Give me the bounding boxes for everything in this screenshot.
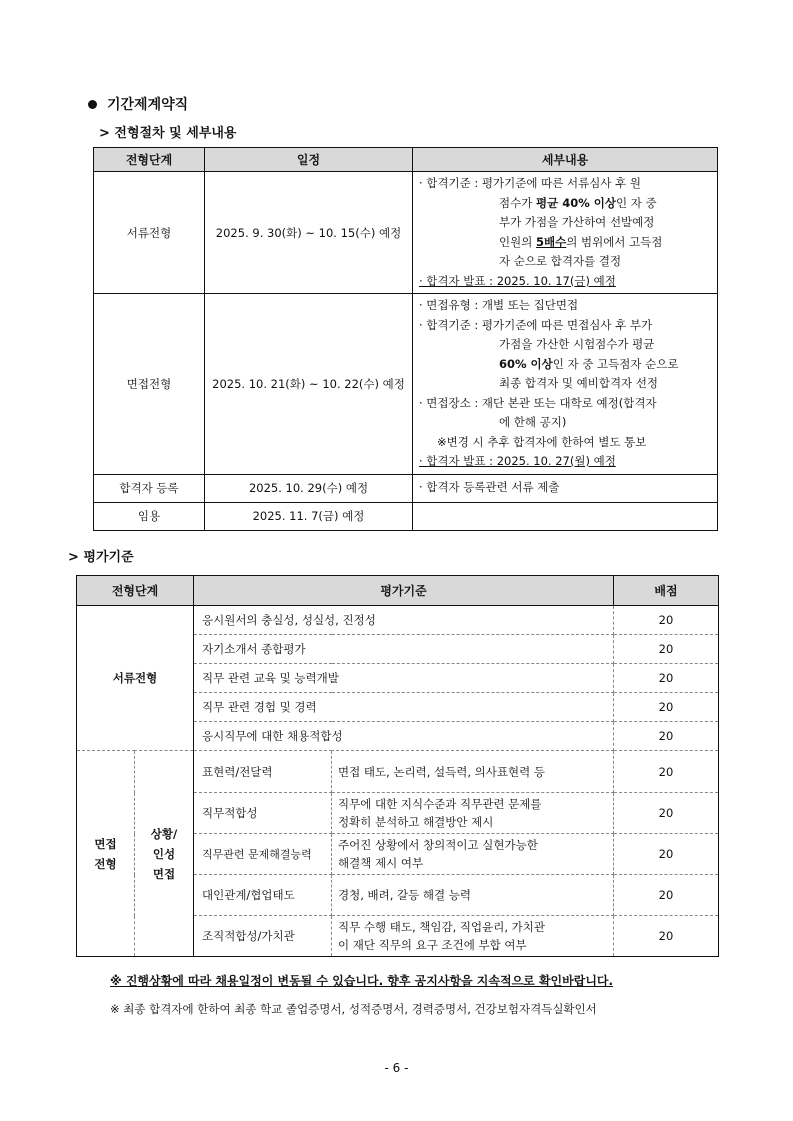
subsection-procedure-title: > 전형절차 및 세부내용 <box>99 126 237 141</box>
section-title-text: 기간제계약직 <box>107 97 189 113</box>
table-row <box>94 172 718 294</box>
table-row <box>94 474 718 502</box>
criterion-cell: 직무 관련 경험 및 경력 <box>194 693 614 722</box>
detail-line <box>419 194 711 214</box>
detail-line: · 합격자 발표 : 2025. 10. 17(금) 예정 <box>419 273 616 288</box>
detail-bold-text: 60% 이상 <box>499 356 553 371</box>
desc-line: 직무에 대한 지식수준과 직무관련 문제를 <box>338 797 542 811</box>
desc-line: 직무 수행 태도, 책임감, 직업윤리, 가치관 <box>338 920 545 934</box>
criterion-desc-cell <box>332 751 614 793</box>
schedule-cell: 2025. 9. 30(화) ~ 10. 15(수) 예정 <box>205 172 413 294</box>
criterion-cell: 응시원서의 충실성, 성실성, 진정성 <box>194 606 614 635</box>
detail-text: 점수가 <box>499 195 536 210</box>
details-cell: · 합격자 등록관련 서류 제출 <box>413 474 718 502</box>
criterion-cell: 조직적합성/가치관 <box>194 916 332 957</box>
details-cell <box>413 502 718 530</box>
score-cell: 20 <box>614 722 719 751</box>
header-stage: 전형단계 <box>94 148 205 172</box>
detail-text: 의 범위에서 고득점 <box>566 234 663 249</box>
detail-line: · 합격자 발표 : 2025. 10. 27(월) 예정 <box>419 454 616 468</box>
detail-line: · 면접유형 : 개별 또는 집단면접 <box>419 298 579 312</box>
table-header-row <box>77 576 719 606</box>
detail-line <box>419 233 711 253</box>
score-cell: 20 <box>614 916 719 957</box>
section-title <box>88 94 188 114</box>
stage-cell: 서류전형 <box>94 172 205 294</box>
table-row <box>77 751 719 793</box>
detail-line: · 합격기준 : 평가기준에 따른 면접심사 후 부가 <box>419 317 653 332</box>
desc-line: 해결책 제시 여부 <box>338 856 424 870</box>
table-header-row <box>94 148 718 172</box>
detail-line <box>419 355 711 375</box>
detail-line: ※변경 시 추후 합격자에 한하여 별도 통보 <box>437 434 647 449</box>
bullet-dot-icon <box>88 100 97 109</box>
interview-type-text: 인성 <box>152 846 176 861</box>
score-cell: 20 <box>614 875 719 916</box>
desc-line: 경청, 배려, 갈등 해결 능력 <box>338 888 472 902</box>
interview-type-text: 상황/ <box>150 826 178 841</box>
stage-document-cell: 서류전형 <box>77 606 194 751</box>
header-schedule: 일정 <box>205 148 413 172</box>
criterion-desc-cell <box>332 916 614 957</box>
criteria-table <box>76 575 719 957</box>
detail-bold-text: 평균 40% 이상 <box>535 195 616 210</box>
score-cell: 20 <box>614 751 719 793</box>
table-row <box>94 502 718 530</box>
page-number: - 6 - <box>384 1061 409 1075</box>
schedule-cell: 2025. 10. 29(수) 예정 <box>205 474 413 502</box>
criterion-desc-cell <box>332 793 614 834</box>
table-row <box>77 606 719 635</box>
interview-type-text: 면접 <box>152 866 176 881</box>
detail-line: 최종 합격자 및 예비합격자 선정 <box>499 376 659 390</box>
criterion-cell: 직무 관련 교육 및 능력개발 <box>194 664 614 693</box>
score-cell: 20 <box>614 606 719 635</box>
detail-text: 인 자 중 고득점자 순으로 <box>552 356 679 371</box>
score-cell: 20 <box>614 834 719 875</box>
interview-type-cell <box>135 751 194 957</box>
detail-line: 부가 가점을 가산하여 선발예정 <box>499 215 655 229</box>
criterion-desc-cell <box>332 875 614 916</box>
schedule-cell: 2025. 10. 21(화) ~ 10. 22(수) 예정 <box>205 294 413 475</box>
stage-interview-text: 전형 <box>94 856 117 871</box>
detail-text: 인 자 중 <box>615 195 657 210</box>
detail-bold-text: 5배수 <box>535 234 567 249</box>
subsection-criteria-title: > 평가기준 <box>68 550 134 565</box>
criterion-cell: 표현력/전달력 <box>194 751 332 793</box>
header-score: 배점 <box>614 576 719 606</box>
criterion-cell: 응시직무에 대한 채용적합성 <box>194 722 614 751</box>
header-stage: 전형단계 <box>77 576 194 606</box>
desc-line: 주어진 상황에서 창의적이고 실현가능한 <box>338 838 538 852</box>
detail-line: 자 순으로 합격자를 결정 <box>499 254 622 268</box>
stage-cell: 임용 <box>94 502 205 530</box>
score-cell: 20 <box>614 664 719 693</box>
details-cell <box>413 172 718 294</box>
header-details: 세부내용 <box>413 148 718 172</box>
criterion-cell: 직무적합성 <box>194 793 332 834</box>
detail-text: 인원의 <box>499 234 536 249</box>
procedure-table <box>93 147 718 531</box>
desc-line: 정확히 분석하고 해결방안 제시 <box>338 815 494 829</box>
criterion-cell: 자기소개서 종합평가 <box>194 635 614 664</box>
stage-cell: 면접전형 <box>94 294 205 475</box>
desc-line: 면접 태도, 논리력, 설득력, 의사표현력 등 <box>338 764 545 779</box>
score-cell: 20 <box>614 693 719 722</box>
details-cell <box>413 294 718 475</box>
criterion-cell: 직무관련 문제해결능력 <box>194 834 332 875</box>
header-criteria: 평가기준 <box>194 576 614 606</box>
stage-cell: 합격자 등록 <box>94 474 205 502</box>
detail-line: · 면접장소 : 재단 본관 또는 대학로 예정(합격자 <box>419 395 657 410</box>
score-cell: 20 <box>614 793 719 834</box>
score-cell: 20 <box>614 635 719 664</box>
criterion-cell: 대인관계/협업태도 <box>194 875 332 916</box>
table-row <box>94 294 718 475</box>
detail-line: 에 한해 공지) <box>499 415 567 429</box>
criterion-desc-cell <box>332 834 614 875</box>
detail-line: 가점을 가산한 시험점수가 평균 <box>499 337 655 351</box>
documents-notice: ※ 최종 합격자에 한하여 최종 학교 졸업증명서, 성적증명서, 경력증명서, 건강보험자격득실확인서 <box>110 1002 597 1016</box>
stage-interview-text: 면접 <box>94 836 117 851</box>
schedule-cell: 2025. 11. 7(금) 예정 <box>205 502 413 530</box>
detail-line: · 합격기준 : 평가기준에 따른 서류심사 후 원 <box>419 176 641 190</box>
stage-interview-cell <box>77 751 135 957</box>
schedule-change-notice: ※ 진행상황에 따라 채용일정이 변동될 수 있습니다. 향후 공지사항을 지속적으로 확인바랍니다. <box>110 974 614 988</box>
desc-line: 이 재단 직무의 요구 조건에 부합 여부 <box>338 938 527 952</box>
